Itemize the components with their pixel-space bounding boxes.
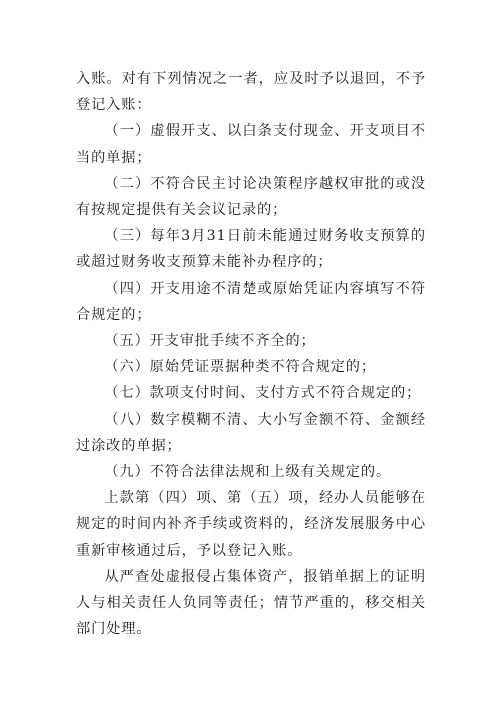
- paragraph-item-6: （六）原始凭证票据种类不符合规定的；: [104, 359, 376, 376]
- paragraph-item-1: （一）虚假开支、以白条支付现金、开支项目不当的单据；: [76, 123, 426, 166]
- paragraph-entry-rule: 入账。对有下列情况之一者，应及时予以退回，不予登记入账：: [76, 71, 426, 114]
- paragraph-item-5: （五）开支审批手续不齐全的；: [104, 333, 316, 350]
- paragraph-item-2: （二）不符合民主讨论决策程序越权审批的或没有按规定提供有关会议记录的；: [76, 175, 426, 219]
- paragraph-item-8: （八）数字模糊不清、大小写金额不符、金额经过涂改的单据；: [76, 411, 426, 454]
- paragraph-penalty-rule: 从严查处虚报侵占集体资产，报销单据上的证明人与相关责任人负同等责任；情节严重的，移交相关部门处理。: [76, 568, 426, 638]
- paragraph-item-9: （九）不符合法律法规和上级有关规定的。: [104, 464, 392, 481]
- paragraph-item-4: （四）开支用途不清楚或原始凭证内容填写不符合规定的；: [76, 280, 426, 323]
- paragraph-item-3: （三）每年3月31日前未能通过财务收支预算的或超过财务收支预算未能补办程序的；: [76, 228, 426, 271]
- paragraph-item-7: （七）款项支付时间、支付方式不符合规定的；: [104, 385, 422, 402]
- document-body: [76, 66, 426, 642]
- paragraph-supplement-rule: 上款第（四）项、第（五）项，经办人员能够在规定的时间内补齐手续或资料的，经济发展服务中心重新审核通过后，予以登记入账。: [76, 490, 426, 559]
